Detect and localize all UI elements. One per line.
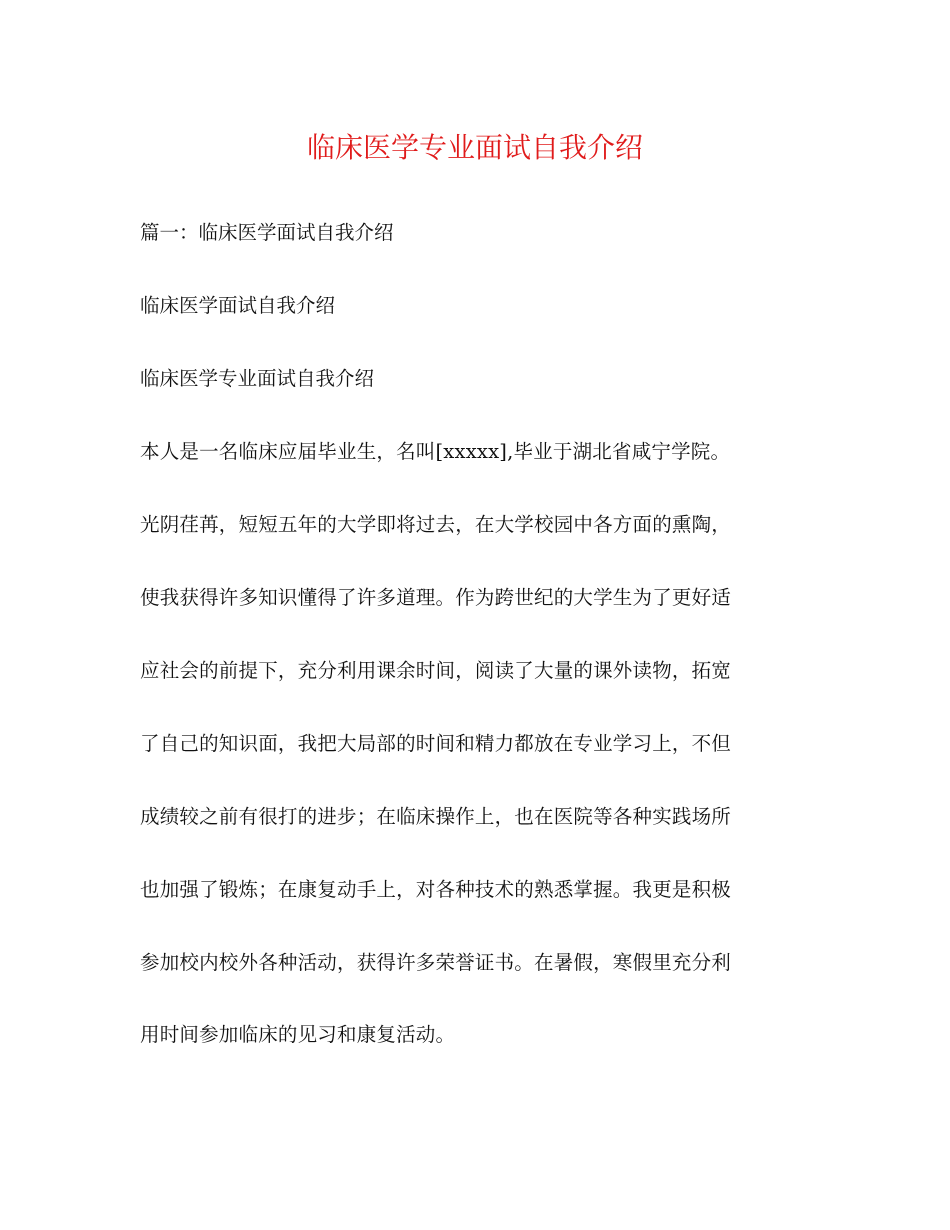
body-line: 光阴荏苒，短短五年的大学即将过去，在大学校园中各方面的熏陶，: [140, 513, 732, 536]
body-line: 成绩较之前有很打的进步；在临床操作上，也在医院等各种实践场所: [140, 805, 732, 828]
body-line: 也加强了锻炼；在康复动手上，对各种技术的熟悉掌握。我更是积极: [140, 878, 732, 901]
body-line: 应社会的前提下，充分利用课余时间，阅读了大量的课外读物，拓宽: [140, 659, 732, 682]
subheading-2: 临床医学专业面试自我介绍: [140, 367, 375, 390]
document-title: 临床医学专业面试自我介绍: [306, 131, 643, 164]
section-heading: 篇一：临床医学面试自我介绍: [140, 221, 394, 244]
body-line: 使我获得许多知识懂得了许多道理。作为跨世纪的大学生为了更好适: [140, 586, 732, 609]
body-line: 本人是一名临床应届毕业生，名叫[xxxxx],毕业于湖北省咸宁学院。: [140, 440, 731, 463]
body-line: 了自己的知识面，我把大局部的时间和精力都放在专业学习上，不但: [140, 732, 732, 755]
body-line: 参加校内校外各种活动，获得许多荣誉证书。在暑假，寒假里充分利: [140, 951, 732, 974]
subheading-1: 临床医学面试自我介绍: [140, 294, 336, 317]
body-line: 用时间参加临床的见习和康复活动。: [140, 1023, 456, 1046]
